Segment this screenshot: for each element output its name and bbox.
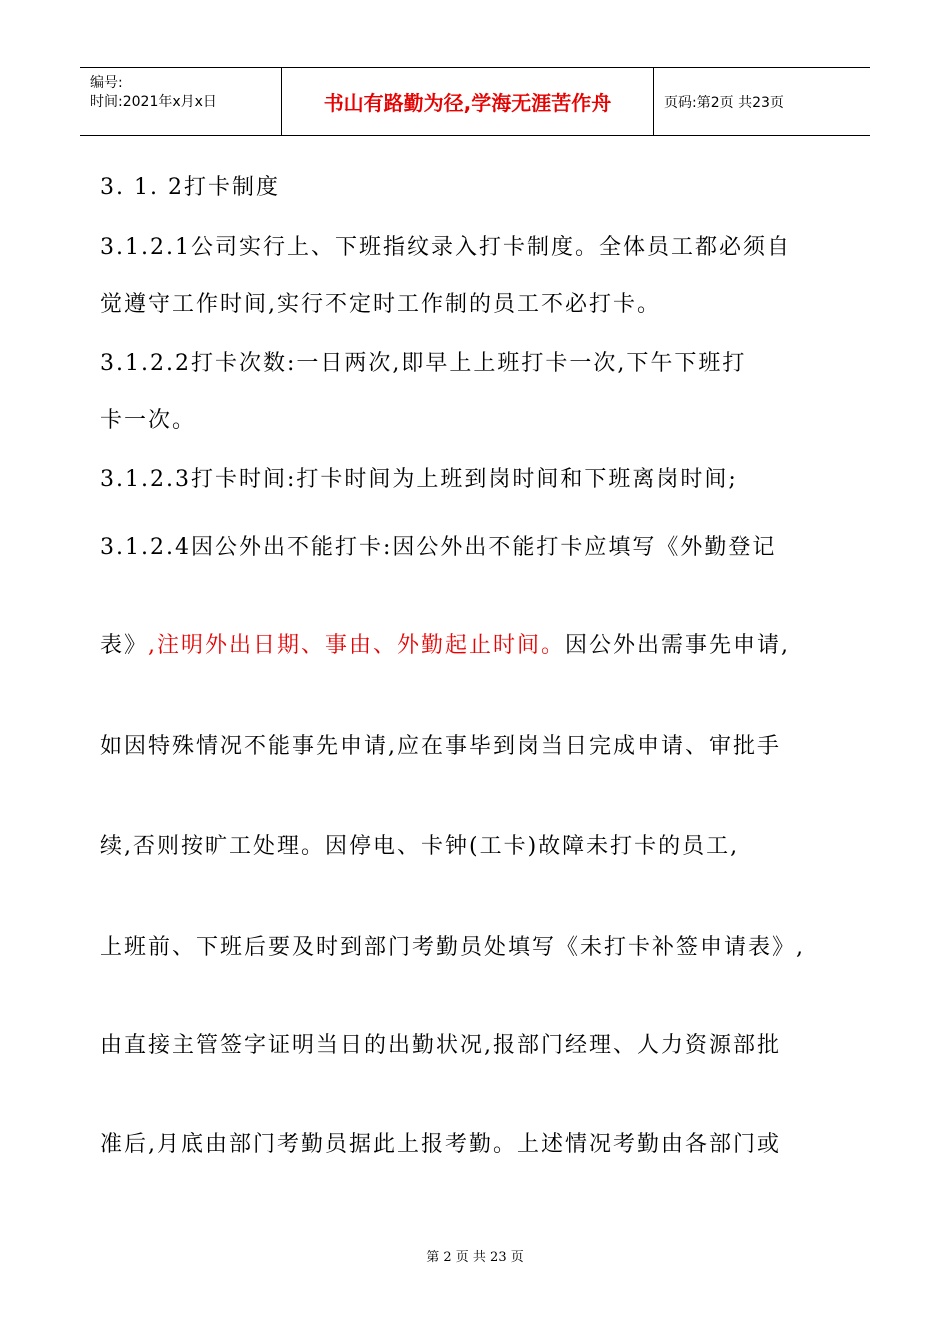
paragraph-line: 由直接主管签字证明当日的出勤状况,报部门经理、人力资源部批 [100, 1033, 781, 1058]
paragraph-line: 上班前、下班后要及时到部门考勤员处填写《未打卡补签申请表》, [100, 935, 805, 960]
page-footer: 第 2 页 共 23 页 [426, 1250, 524, 1265]
paragraph-line: 3.1.2.1公司实行上、下班指纹录入打卡制度。全体员工都必须自 [100, 235, 791, 260]
document-header [80, 67, 870, 136]
paragraph-line-mixed [100, 628, 860, 659]
paragraph-line: 3.1.2.3打卡时间:打卡时间为上班到岗时间和下班离岗时间; [100, 467, 738, 492]
paragraph-line: 觉遵守工作时间,实行不定时工作制的员工不必打卡。 [100, 292, 661, 317]
section-title: 3. 1. 2打卡制度 [100, 175, 280, 200]
text-segment: 因公外出需事先申请, [565, 633, 791, 658]
highlighted-text: ,注明外出日期、事由、外勤起止时间。 [148, 633, 566, 658]
header-page-cell [654, 68, 870, 135]
header-page-info: 页码:第2页 共23页 [664, 94, 784, 111]
paragraph-line: 准后,月底由部门考勤员据此上报考勤。上述情况考勤由各部门或 [100, 1132, 781, 1157]
paragraph-line: 卡一次。 [100, 408, 197, 433]
paragraph-line: 续,否则按旷工处理。因停电、卡钟(工卡)故障未打卡的员工, [100, 834, 740, 859]
header-meta-cell [80, 68, 282, 135]
doc-time-label: 时间:2021年x月x日 [90, 94, 217, 110]
header-motto-cell [282, 68, 654, 135]
paragraph-line: 3.1.2.4因公外出不能打卡:因公外出不能打卡应填写《外勤登记 [100, 535, 777, 560]
paragraph-line: 3.1.2.2打卡次数:一日两次,即早上上班打卡一次,下午下班打 [100, 351, 747, 376]
text-segment: 表》 [100, 633, 149, 658]
header-motto: 书山有路勤为径,学海无涯苦作舟 [323, 91, 612, 115]
paragraph-line: 如因特殊情况不能事先申请,应在事毕到岗当日完成申请、审批手 [100, 734, 781, 759]
doc-number-label: 编号: [90, 75, 123, 91]
